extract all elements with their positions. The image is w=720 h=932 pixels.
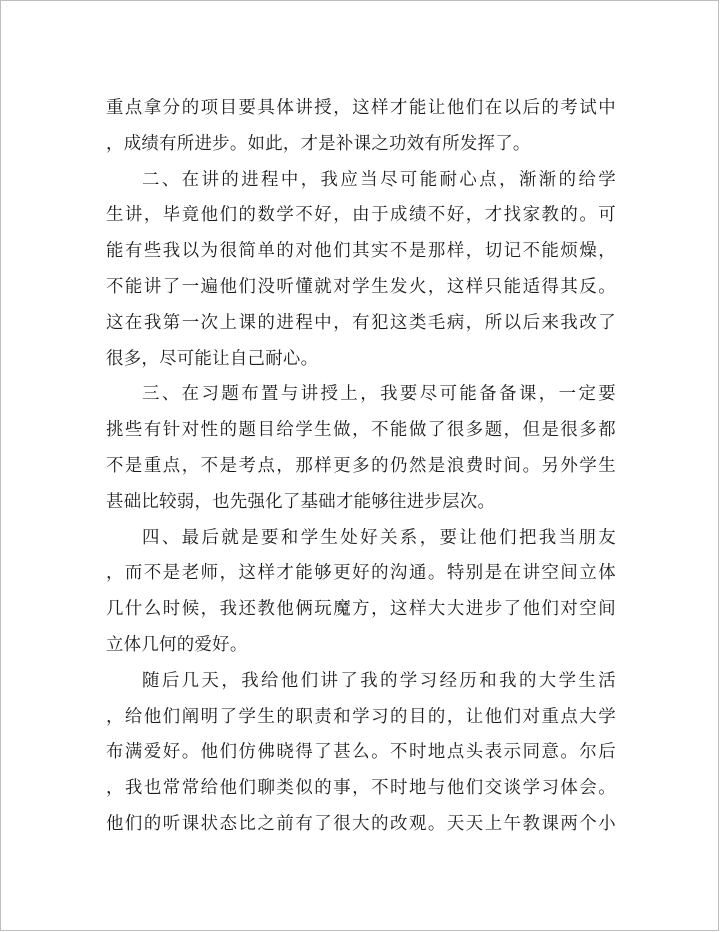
text-line: 随后几天，我给他们讲了我的学习经历和我的大学生活	[142, 670, 616, 691]
text-line: ，成绩有所进步。如此，才是补课之功效有所发挥了。	[106, 133, 531, 154]
text-line: 布满爱好。他们仿佛晓得了甚么。不时地点头表示同意。尔后	[106, 742, 616, 763]
text-line: 能有些我以为很简单的对他们其实不是那样，切记不能烦燥，	[106, 241, 616, 262]
text-line: 甚础比较弱，也先强化了基础才能够往进步层次。	[106, 491, 496, 512]
text-line: 这在我第一次上课的进程中，有犯这类毛病，所以后来我改了	[106, 312, 616, 333]
text-line: 生讲，毕竟他们的数学不好，由于成绩不好，才找家教的。可	[106, 205, 616, 226]
text-line: 很多，尽可能让自己耐心。	[106, 348, 319, 369]
text-line: 二、在讲的进程中，我应当尽可能耐心点，渐渐的给学	[142, 169, 616, 190]
text-line: 不是重点，不是考点，那样更多的仍然是浪费时间。另外学生	[106, 455, 616, 476]
text-line: 四、最后就是要和学生处好关系，要让他们把我当朋友	[142, 527, 616, 548]
text-line: ，我也常常给他们聊类似的事，不时地与他们交谈学习体会。	[106, 778, 616, 799]
text-line: ，给他们阐明了学生的职责和学习的目的，让他们对重点大学	[106, 706, 616, 727]
text-line: 三、在习题布置与讲授上，我要尽可能备备课，一定要	[142, 384, 616, 405]
text-line: 重点拿分的项目要具体讲授，这样才能让他们在以后的考试中	[106, 98, 616, 118]
text-line: 不能讲了一遍他们没听懂就对学生发火，这样只能适得其反。	[106, 276, 616, 297]
document-body	[106, 91, 616, 843]
text-line: 他们的听课状态比之前有了很大的改观。天天上午教课两个小	[106, 813, 616, 834]
text-line: 挑些有针对性的题目给学生做，不能做了很多题，但是很多都	[106, 420, 616, 441]
text-line: ，而不是老师，这样才能够更好的沟通。特别是在讲空间立体	[106, 563, 616, 584]
text-line: 几什么时候，我还教他俩玩魔方，这样大大进步了他们对空间	[106, 599, 616, 620]
text-line: 立体几何的爱好。	[106, 634, 248, 655]
